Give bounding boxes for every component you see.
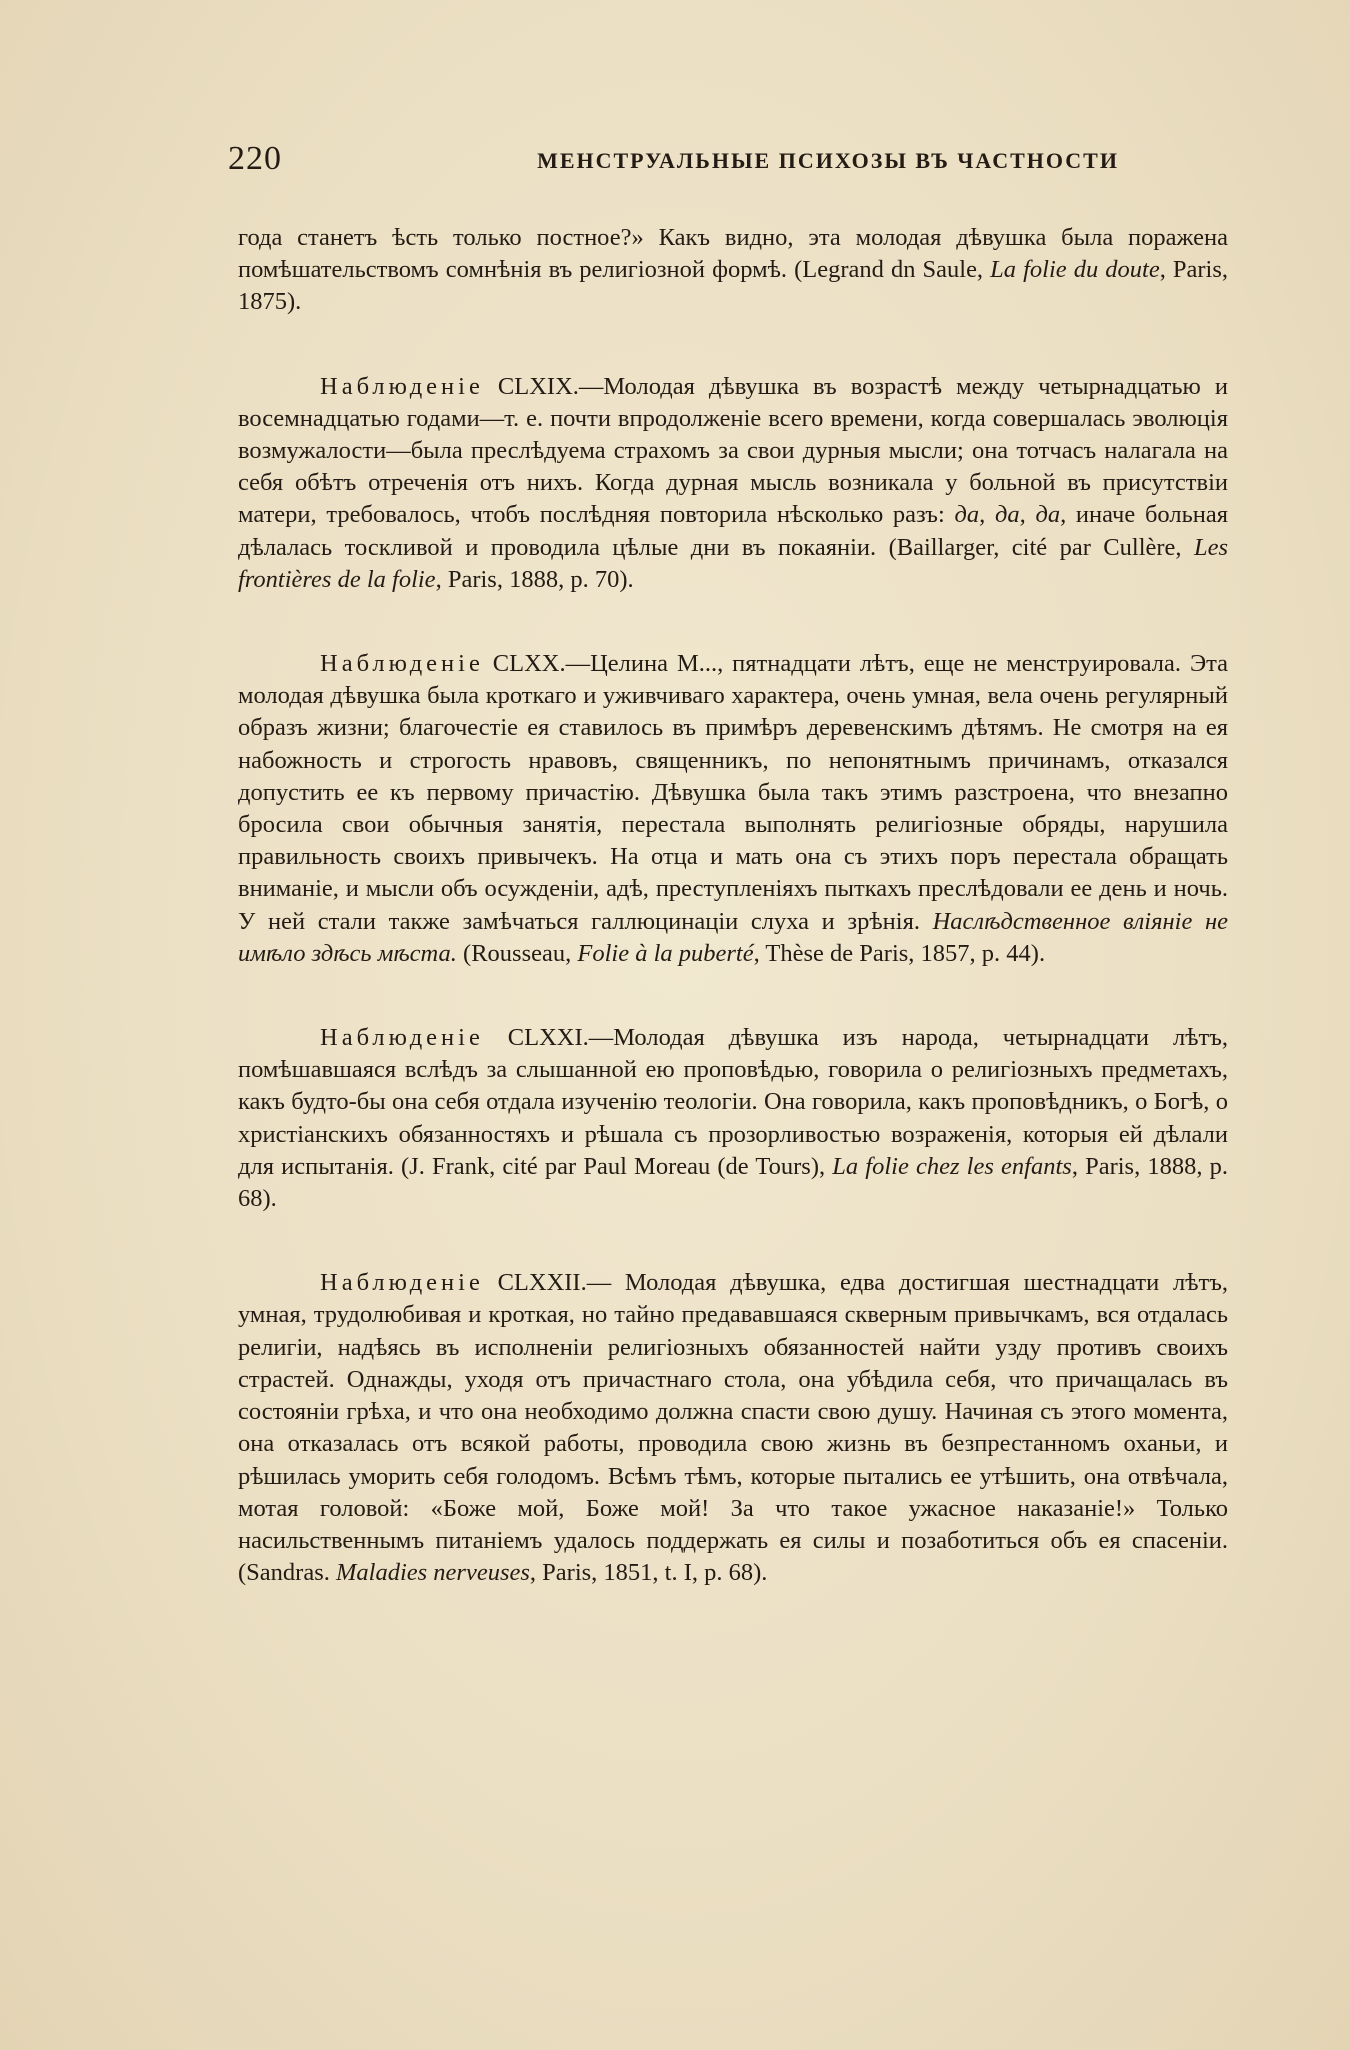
paragraph-text: CLXXI.—Молодая дѣвушка изъ народа, четырнадцати лѣтъ, помѣшавшаяся вслѣдъ за слышанной ею проповѣдью, говорила о религіозныхъ предметахъ, какъ будто-бы она себя отдала изученію теологіи. Она говорила, какъ проповѣдникъ, о Богѣ, о христіанскихъ обязанностяхъ и рѣшала съ прозорливостью возраженія, которыя ей дѣлали для испытанія. (J. Frank, cité par Paul Moreau (de Tours), xyxy=(238,1024,1228,1180)
observation-label: Наблюденіе xyxy=(320,1024,484,1052)
page-number: 220 xyxy=(228,140,282,177)
citation-title: Les frontières de la folie xyxy=(238,533,1228,593)
paragraph-text: года станетъ ѣсть только постное?» Какъ видно, эта молодая дѣвушка была поражена помѣшательствомъ сомнѣнія въ религіозной формѣ. (Legrand dn Saule, xyxy=(238,224,1228,284)
paragraph-text: , Paris, 1875). xyxy=(238,256,1229,316)
body-text xyxy=(238,222,1228,1589)
paragraph-text: , Thèse de Paris, 1857, p. 44). xyxy=(753,939,1046,967)
paragraph-text: , Paris, 1851, t. I, p. 68). xyxy=(529,1559,768,1587)
paragraph-text: , Paris, 1888, p. 70). xyxy=(435,565,634,593)
paragraph-text: CLXIX.—Молодая дѣвушка въ возрастѣ между четырнадцатью и восемнадцатью годами—т. е. почти впродолженіе всего времени, когда совершалась эволюція возмужалости—была преслѣдуема страхомъ за свои дурныя мысли; она тотчасъ налагала на себя обѣтъ отреченія отъ нихъ. Когда дурная мысль возникала у больной въ присутствіи матери, требовалось, чтобъ послѣдняя повторила нѣсколько разъ: xyxy=(238,372,1228,529)
observation-clxxi xyxy=(238,1022,1228,1215)
observation-label: Наблюденіе xyxy=(320,650,484,678)
emphasis-text: Наслѣдственное вліяніе не имѣло здѣсь мѣста. xyxy=(238,907,1228,967)
paragraph-text: (Rousseau, xyxy=(456,939,578,967)
observation-clxxii xyxy=(238,1267,1228,1589)
paragraph-text: , Paris, 1888, p. 68). xyxy=(238,1152,1229,1213)
observation-clxix xyxy=(238,371,1228,596)
page-header xyxy=(228,140,1228,190)
citation-title: Folie à la puberté xyxy=(577,939,754,967)
running-head: МЕНСТРУАЛЬНЫЕ ПСИХОЗЫ ВЪ ЧАСТНОСТИ xyxy=(537,148,1119,173)
citation-title: La folie chez les enfants xyxy=(832,1152,1072,1180)
paragraph-continuation xyxy=(238,222,1228,319)
emphasis-text: да, да, да, xyxy=(954,501,1067,529)
citation-title: La folie du doute xyxy=(990,256,1160,284)
paragraph-text: иначе больная дѣлалась тоскливой и проводила цѣлые дни въ покаяніи. (Baillarger, cité par Cullère, xyxy=(238,501,1228,561)
citation-title: Maladies nerveuses xyxy=(335,1559,530,1587)
observation-label: Наблюденіе xyxy=(320,1269,484,1297)
paragraph-text: CLXX.—Целина М..., пятнадцати лѣтъ, еще не менструировала. Эта молодая дѣвушка была кроткаго и уживчиваго характера, очень умная, вела очень регулярный образъ жизни; благочестіе ея ставилось въ примѣръ деревенскимъ дѣтямъ. Не смотря на ея набожность и строгость нравовъ, священникъ, по непонятнымъ причинамъ, отказался допустить ее къ первому причастію. Дѣвушка была такъ этимъ разстроена, что внезапно бросила свои обычныя занятія, перестала выполнять религіозные обряды, нарушила правильность своихъ привычекъ. На отца и мать она съ этихъ поръ перестала обращать вниманіе, и мысли объ осужденіи, адѣ, преступленіяхъ пыткахъ преслѣдовали ее день и ночь. У ней стали также замѣчаться галлюцинаціи слуха и зрѣнія. xyxy=(238,650,1228,935)
paragraph-text: CLXXII.— Молодая дѣвушка, едва достигшая шестнадцати лѣтъ, умная, трудолюбивая и кроткая, но тайно предававшаяся скверным привычкамъ, вся отдалась религіи, надѣясь въ исполненіи религіозныхъ обязанностей найти узду противъ своихъ страстей. Однажды, уходя отъ причастнаго стола, она убѣдила себя, что причащалась въ состояніи грѣха, и что она необходимо должна спасти свою душу. Начиная съ этого момента, она отказалась отъ всякой работы, проводила свою жизнь въ безпрестанномъ оханьи, и рѣшилась уморить себя голодомъ. Всѣмъ тѣмъ, которые пытались ее утѣшить, она отвѣчала, мотая головой: «Боже мой, Боже мой! За что такое ужасное наказаніе!» Только насильственнымъ питаніемъ удалось поддержать ея силы и позаботиться объ ея спасеніи. (Sandras. xyxy=(238,1269,1228,1587)
observation-label: Наблюденіе xyxy=(320,372,484,400)
observation-clxx xyxy=(238,648,1228,970)
